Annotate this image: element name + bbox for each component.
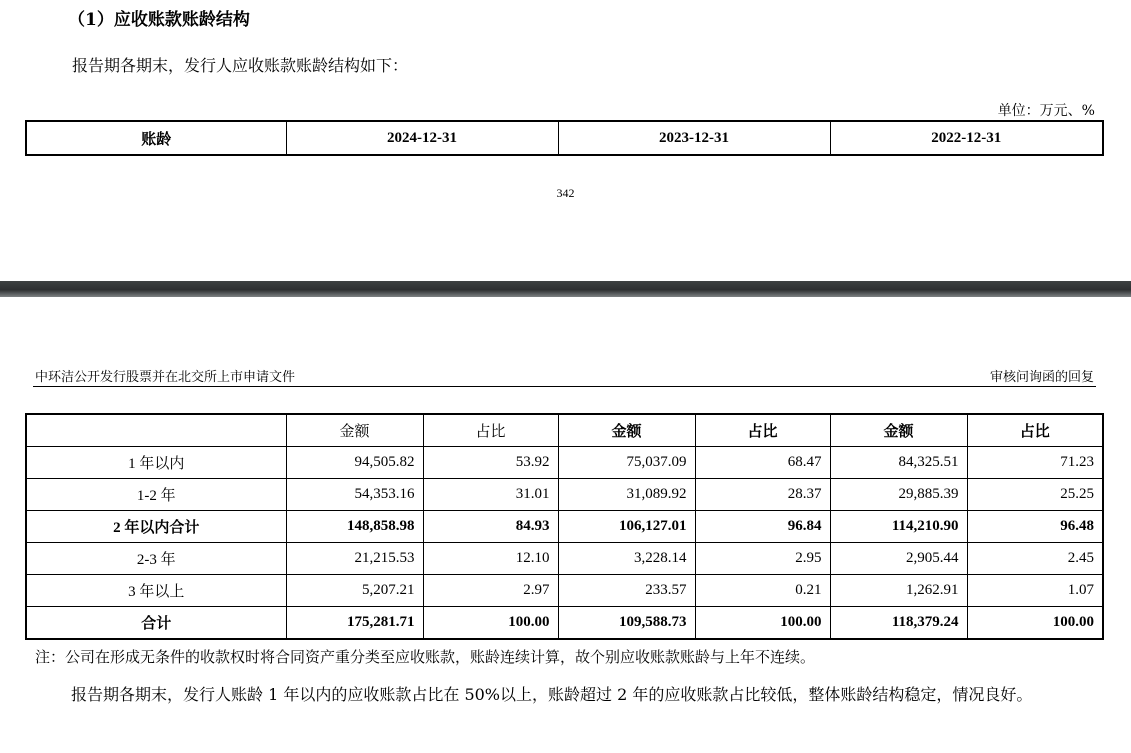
cell-amount-2022: 29,885.39	[830, 479, 967, 511]
sub-header-ratio-2023: 占比	[695, 414, 830, 447]
header-aging: 账龄	[26, 121, 286, 155]
table-note: 注：公司在形成无条件的收款权时将合同资产重分类至应收账款，账龄连续计算，故个别应收账款账龄与上年不连续。	[35, 648, 816, 666]
intro-paragraph: 报告期各期末，发行人应收账款账龄结构如下：	[72, 56, 409, 75]
table-row	[26, 575, 1103, 607]
doc-header-left: 中环洁公开发行股票并在北交所上市申请文件	[35, 370, 296, 385]
sub-header-amount-2022: 金额	[830, 414, 967, 447]
cell-amount-2022: 114,210.90	[830, 511, 967, 543]
section-title: （1）应收账款账龄结构	[68, 10, 250, 30]
unit-label: 单位：万元、%	[997, 103, 1095, 119]
cell-amount-2024: 148,858.98	[286, 511, 423, 543]
cell-amount-2024: 54,353.16	[286, 479, 423, 511]
sub-header-amount-2024: 金额	[286, 414, 423, 447]
aging-table-body	[25, 413, 1104, 640]
cell-amount-2023: 75,037.09	[558, 447, 695, 479]
row-label: 2 年以内合计	[26, 511, 286, 543]
row-label: 1-2 年	[26, 479, 286, 511]
sub-header-amount-2023: 金额	[558, 414, 695, 447]
header-2024: 2024-12-31	[286, 121, 558, 155]
sub-header-ratio-2024: 占比	[423, 414, 558, 447]
cell-ratio-2023: 100.00	[695, 607, 830, 640]
cell-ratio-2022: 1.07	[967, 575, 1103, 607]
doc-header-rule	[33, 386, 1096, 387]
sub-header-ratio-2022: 占比	[967, 414, 1103, 447]
sub-header-row	[26, 414, 1103, 447]
conclusion-paragraph: 报告期各期末，发行人账龄 1 年以内的应收账款占比在 50%以上，账龄超过 2 年的应收账款占比较低，整体账龄结构稳定，情况良好。	[71, 685, 1033, 704]
cell-ratio-2023: 68.47	[695, 447, 830, 479]
subtotal-row	[26, 511, 1103, 543]
cell-ratio-2023: 2.95	[695, 543, 830, 575]
cell-ratio-2024: 100.00	[423, 607, 558, 640]
page-break-band	[0, 281, 1131, 297]
cell-amount-2023: 31,089.92	[558, 479, 695, 511]
cell-amount-2022: 2,905.44	[830, 543, 967, 575]
cell-ratio-2022: 71.23	[967, 447, 1103, 479]
cell-ratio-2024: 2.97	[423, 575, 558, 607]
cell-ratio-2023: 96.84	[695, 511, 830, 543]
table-row	[26, 543, 1103, 575]
sub-header-blank	[26, 414, 286, 447]
cell-amount-2023: 106,127.01	[558, 511, 695, 543]
cell-amount-2023: 233.57	[558, 575, 695, 607]
table-row	[26, 447, 1103, 479]
cell-amount-2022: 118,379.24	[830, 607, 967, 640]
cell-amount-2022: 84,325.51	[830, 447, 967, 479]
cell-amount-2024: 5,207.21	[286, 575, 423, 607]
row-label: 2-3 年	[26, 543, 286, 575]
row-label: 1 年以内	[26, 447, 286, 479]
table-row	[26, 479, 1103, 511]
aging-table-header	[25, 120, 1104, 156]
cell-ratio-2023: 28.37	[695, 479, 830, 511]
cell-ratio-2024: 31.01	[423, 479, 558, 511]
cell-amount-2022: 1,262.91	[830, 575, 967, 607]
header-2023: 2023-12-31	[558, 121, 830, 155]
cell-ratio-2022: 100.00	[967, 607, 1103, 640]
cell-amount-2023: 109,588.73	[558, 607, 695, 640]
cell-ratio-2022: 25.25	[967, 479, 1103, 511]
cell-ratio-2023: 0.21	[695, 575, 830, 607]
cell-amount-2024: 175,281.71	[286, 607, 423, 640]
cell-ratio-2024: 53.92	[423, 447, 558, 479]
row-label: 3 年以上	[26, 575, 286, 607]
cell-ratio-2024: 12.10	[423, 543, 558, 575]
cell-amount-2024: 94,505.82	[286, 447, 423, 479]
cell-ratio-2022: 2.45	[967, 543, 1103, 575]
doc-header-right: 审核问询函的回复	[989, 370, 1094, 385]
cell-amount-2023: 3,228.14	[558, 543, 695, 575]
cell-ratio-2022: 96.48	[967, 511, 1103, 543]
page-number: 342	[556, 186, 575, 200]
row-label: 合计	[26, 607, 286, 640]
cell-amount-2024: 21,215.53	[286, 543, 423, 575]
cell-ratio-2024: 84.93	[423, 511, 558, 543]
header-2022: 2022-12-31	[830, 121, 1103, 155]
total-row	[26, 607, 1103, 640]
